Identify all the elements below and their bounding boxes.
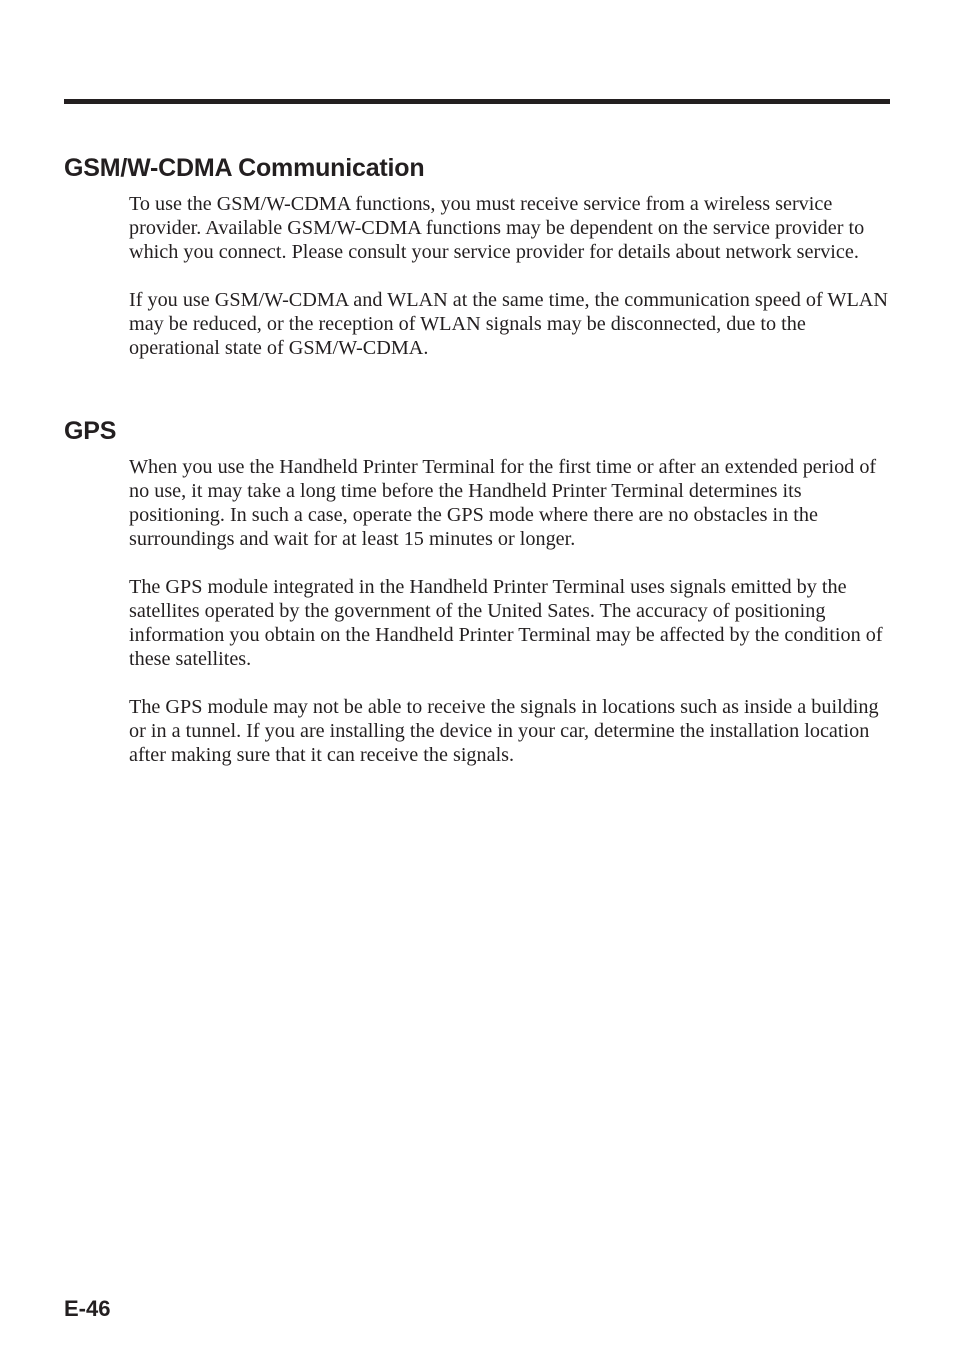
gps-paragraph-2: The GPS module integrated in the Handheld Printer Terminal uses signals emitted by the satellites operated by the government of the United Sates. The accuracy of positioning information you obtain on the Handheld Printer Terminal may be affected by the condition of these satellites. [129, 576, 883, 670]
section-heading-gps: GPS [64, 417, 117, 445]
gsm-paragraph-1: To use the GSM/W-CDMA functions, you must receive service from a wireless service provider. Available GSM/W-CDMA functions may be dependent on the service provider to which you connect. Please consult your service provider for details about network service. [129, 193, 865, 263]
gsm-paragraph-2: If you use GSM/W-CDMA and WLAN at the same time, the communication speed of WLAN may be reduced, or the reception of WLAN signals may be disconnected, due to the operational state of GSM/W-CDMA. [129, 289, 888, 359]
page-number: E-46 [64, 1296, 111, 1321]
gps-section [64, 415, 894, 791]
gps-paragraph-1: When you use the Handheld Printer Terminal for the first time or after an extended period of no use, it may take a long time before the Handheld Printer Terminal determines its positioning. In such a case, operate the GPS mode where there are no obstacles in the surroundings and wait for at least 15 minutes or longer. [129, 456, 877, 550]
gps-paragraph-3: The GPS module may not be able to receive the signals in locations such as inside a building or in a tunnel. If you are installing the device in your car, determine the installation location after making sure that it can receive the signals. [129, 696, 879, 766]
top-rule-divider [64, 99, 890, 104]
gsm-wcdma-section [64, 152, 894, 384]
section-heading-gsm-wcdma: GSM/W-CDMA Communication [64, 154, 425, 182]
